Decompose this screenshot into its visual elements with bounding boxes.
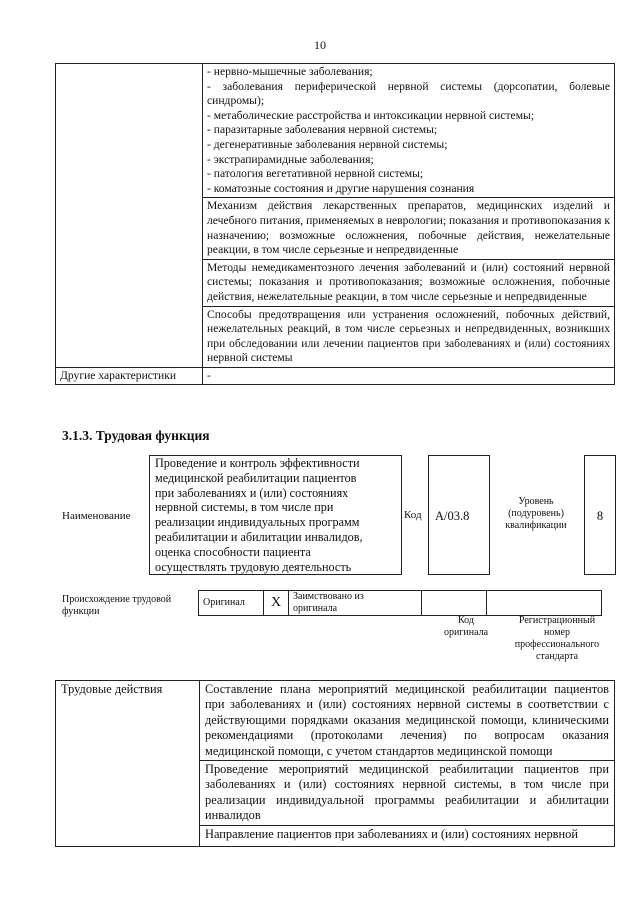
labor-action-cell: Составление плана мероприятий медицинской реабилитации пациентов при заболеваниях и (или) состояниях нервной системы в соответствии с действующими порядками оказания медицинской помощи, клиническими рекомендациями (протоколами лечения) по вопросам оказания медицинской помощи, с учетом стандартов медицинской помощи — [200, 681, 615, 761]
other-characteristics-label: Другие характеристики — [56, 367, 203, 385]
drug-mechanism-cell: Механизм действия лекарственных препаратов, медицинских изделий и лечебного питания, применяемых в неврологии; показания и противопоказания к назначению; возможные осложнения, побочные действия, нежелательные реакции, в том числе серьезные и непредвиденные — [203, 198, 615, 259]
list-item: - дегенеративные заболевания нервной системы; — [207, 137, 448, 151]
origin-table — [198, 590, 602, 616]
function-name-line: оценка способности пациента — [155, 544, 311, 559]
code-value: A/03.8 — [435, 509, 470, 523]
table-row — [56, 367, 615, 385]
function-name-line: реализации индивидуальных программ — [155, 515, 360, 530]
level-label: Уровень (подуровень) квалификации — [505, 496, 567, 531]
disease-list-cell — [203, 64, 615, 198]
original-mark: X — [264, 591, 289, 616]
labor-action-cell: Проведение мероприятий медицинской реабилитации пациентов при заболеваниях и (или) состояниях нервной системы, в том числе при реализации индивидуальной программы реабилитации и абилитации инвалидов — [200, 761, 615, 826]
registration-number-cell — [487, 591, 602, 616]
list-item: - патология вегетативной нервной системы; — [207, 167, 424, 181]
original-label: Оригинал — [199, 591, 264, 616]
code-original-caption: Код оригинала — [443, 615, 489, 638]
function-name-line: осуществлять трудовую деятельность — [155, 559, 352, 574]
complications-cell: Способы предотвращения или устранения осложнений, побочных действий, нежелательных реакций, в том числе серьезных и непредвиденных, возникших при обследовании или лечении пациентов при заболеваниях и (или) состояниях нервной системы — [203, 306, 615, 367]
original-code-cell — [422, 591, 487, 616]
section-heading: 3.1.3. Трудовая функция — [62, 428, 210, 443]
function-name-box — [149, 455, 402, 575]
labor-action-cell: Направление пациентов при заболеваниях и (или) состояниях нервной — [200, 825, 615, 846]
function-name-line: медицинской реабилитации пациентов — [155, 470, 357, 485]
table-row — [199, 591, 602, 616]
non-drug-methods-cell: Методы немедикаментозного лечения заболеваний и (или) состояний нервной системы; показания и противопоказания; возможные осложнения, побочные действия, нежелательные реакции, в том числе серьезные и непредвиденные — [203, 259, 615, 306]
name-label: Наименование — [62, 510, 131, 522]
level-value: 8 — [596, 509, 604, 523]
registration-caption: Регистрационный номер профессионального стандарта — [514, 615, 600, 662]
labor-actions-table — [55, 680, 615, 847]
label-cell-empty — [56, 64, 203, 368]
page-number: 10 — [314, 38, 326, 52]
list-item: - паразитарные заболевания нервной системы; — [207, 123, 438, 137]
code-label: Код — [404, 509, 422, 521]
origin-label: Происхождение трудовой функции — [62, 594, 172, 617]
knowledge-table — [55, 63, 615, 385]
function-name-line: нервной системы, в том числе при — [155, 500, 334, 515]
table-row — [56, 681, 615, 761]
labor-actions-label: Трудовые действия — [56, 681, 200, 847]
list-item: - коматозные состояния и другие нарушения сознания — [207, 181, 475, 195]
list-item: - метаболические расстройства и интоксикации нервной системы; — [207, 108, 535, 122]
list-item: - экстрапирамидные заболевания; — [207, 152, 374, 166]
list-item: - заболевания периферической нервной системы (дорсопатии, болевые синдромы); — [207, 79, 610, 108]
function-name-line: реабилитации и абилитации инвалидов, — [155, 529, 363, 544]
function-name-line: Проведение и контроль эффективности — [155, 456, 360, 470]
code-box — [428, 455, 490, 575]
list-item: - нервно-мышечные заболевания; — [207, 65, 373, 78]
other-characteristics-value: - — [203, 367, 615, 385]
function-name-line: при заболеваниях и (или) состояниях — [155, 485, 349, 500]
table-row — [56, 64, 615, 198]
borrowed-label: Заимствовано из оригинала — [289, 591, 422, 616]
level-box — [584, 455, 616, 575]
